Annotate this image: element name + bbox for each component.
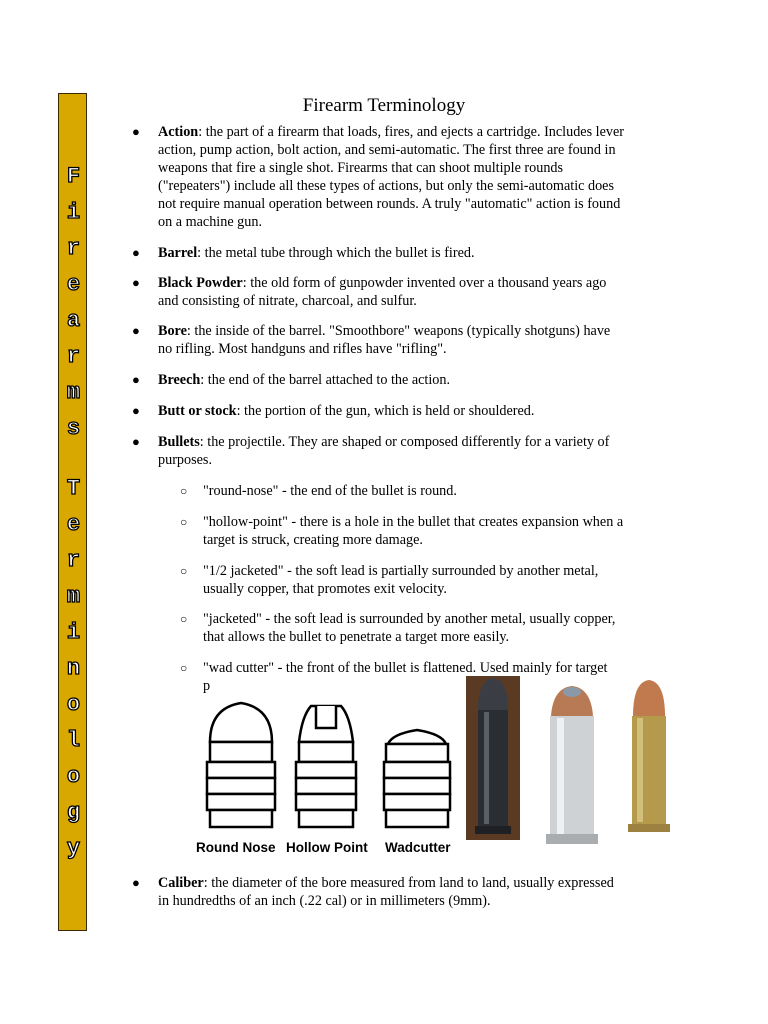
bullet-dot: ● <box>132 124 140 139</box>
term-text: and consisting of nitrate, charcoal, and sulfur. <box>158 293 417 309</box>
bullet-type-text: "round-nose" - the end of the bullet is round. <box>203 483 457 499</box>
sub-bullet-circle: ○ <box>180 484 188 498</box>
side-banner <box>58 93 87 931</box>
bullet-dot: ● <box>132 372 140 387</box>
term-bullets <box>158 433 609 469</box>
round-nose-bullet-drawing <box>207 703 275 827</box>
side-banner-letter: r <box>66 548 81 573</box>
side-banner-letter: o <box>66 692 81 717</box>
term-action <box>158 123 624 231</box>
bullet-type-text: target is struck, creating more damage. <box>203 532 423 548</box>
sub-bullet-circle: ○ <box>180 515 188 529</box>
term-breech <box>158 371 450 389</box>
term-text: weapons that fire a single shot. Firearms that can shoot multiple rounds <box>158 160 564 176</box>
side-banner-letter: e <box>66 272 81 297</box>
term-text: : the projectile. They are shaped or composed differently for a variety of <box>199 434 610 450</box>
wadcutter-bullet-drawing <box>384 730 450 827</box>
term-label: Breech <box>158 372 201 388</box>
term-label: Barrel <box>158 245 198 261</box>
term-text: : the inside of the barrel. "Smoothbore" weapons (typically shotguns) have <box>186 323 611 339</box>
bullet-type-text: p <box>203 678 211 694</box>
side-banner-letter: r <box>66 344 81 369</box>
bullet-type-half-jacketed <box>203 562 598 598</box>
bullet-type-text: that allows the bullet to penetrate a target more easily. <box>203 629 510 645</box>
side-banner-letter: e <box>66 512 81 537</box>
side-banner-letter: n <box>66 656 81 681</box>
side-banner-letter: l <box>66 728 81 753</box>
side-banner-letter: o <box>66 764 81 789</box>
bullet-dot: ● <box>132 275 140 290</box>
side-banner-letter: r <box>66 236 81 261</box>
term-text: : the metal tube through which the bullet is fired. <box>197 245 475 261</box>
hollow-point-bullet-drawing <box>296 706 356 827</box>
term-text: : the old form of gunpowder invented over a thousand years ago <box>242 275 607 291</box>
term-text: not require manual operation between rounds. A truly "automatic" action is found <box>158 196 621 212</box>
diagram-label-wadcutter: Wadcutter <box>385 840 451 855</box>
bullet-type-text: "wad cutter" - the front of the bullet is flattened. Used mainly for target <box>203 660 608 676</box>
term-text: action, pump action, bolt action, and semi-automatic. The first three are found in <box>158 142 616 158</box>
bullet-type-hollow-point <box>203 513 623 549</box>
jacketed-cartridge-photo <box>623 676 675 838</box>
term-barrel <box>158 244 475 262</box>
bullet-dot: ● <box>132 403 140 418</box>
term-bore <box>158 322 610 358</box>
bullet-type-text: "1/2 jacketed" - the soft lead is partially surrounded by another metal, <box>203 563 599 579</box>
bullet-profile-diagram <box>196 700 458 858</box>
bullet-type-text: "hollow-point" - there is a hole in the bullet that creates expansion when a <box>203 514 624 530</box>
term-label: Butt or stock <box>158 403 237 419</box>
term-caliber <box>158 874 614 910</box>
term-text: purposes. <box>158 452 212 468</box>
term-text: ("repeaters") include all these types of actions, but only the semi-automatic does <box>158 178 614 194</box>
term-black-powder <box>158 274 606 310</box>
sub-bullet-circle: ○ <box>180 564 188 578</box>
bullet-type-round-nose <box>203 482 457 500</box>
hollow-point-cartridge-photo <box>541 680 603 850</box>
bullet-type-jacketed <box>203 610 615 646</box>
side-banner-letter: y <box>66 836 81 861</box>
side-banner-letter: i <box>66 620 81 645</box>
bullet-dot: ● <box>132 323 140 338</box>
term-text: in hundredths of an inch (.22 cal) or in millimeters (9mm). <box>158 893 491 909</box>
term-text: : the portion of the gun, which is held or shouldered. <box>236 403 535 419</box>
side-banner-letter: m <box>66 584 81 609</box>
term-text: : the diameter of the bore measured from land to land, usually expressed <box>203 875 614 891</box>
side-banner-letter: a <box>66 308 81 333</box>
term-text: no rifling. Most handguns and rifles have "rifling". <box>158 341 447 357</box>
side-banner-letter: F <box>66 164 81 189</box>
term-text: : the end of the barrel attached to the action. <box>200 372 451 388</box>
diagram-label-hollow-point: Hollow Point <box>286 840 368 855</box>
term-label: Action <box>158 124 199 140</box>
sub-bullet-circle: ○ <box>180 661 188 675</box>
term-butt-or-stock <box>158 402 534 420</box>
diagram-label-round-nose: Round Nose <box>196 840 276 855</box>
page-title: Firearm Terminology <box>302 95 466 116</box>
side-banner-letter: s <box>66 416 81 441</box>
term-label: Bullets <box>158 434 200 450</box>
side-banner-letter: T <box>66 476 81 501</box>
sub-bullet-circle: ○ <box>180 612 188 626</box>
side-banner-letter: g <box>66 800 81 825</box>
lead-cartridge-photo <box>466 676 520 840</box>
term-text: on a machine gun. <box>158 214 263 230</box>
bullet-type-text: "jacketed" - the soft lead is surrounded by another metal, usually copper, <box>203 611 616 627</box>
bullet-type-text: usually copper, that promotes exit velocity. <box>203 581 447 597</box>
bullet-dot: ● <box>132 434 140 449</box>
term-label: Black Powder <box>158 275 243 291</box>
term-label: Caliber <box>158 875 204 891</box>
bullet-dot: ● <box>132 875 140 890</box>
side-banner-letter: m <box>66 380 81 405</box>
term-label: Bore <box>158 323 187 339</box>
bullet-dot: ● <box>132 245 140 260</box>
term-text: : the part of a firearm that loads, fires, and ejects a cartridge. Includes lever <box>198 124 625 140</box>
side-banner-letter: i <box>66 200 81 225</box>
